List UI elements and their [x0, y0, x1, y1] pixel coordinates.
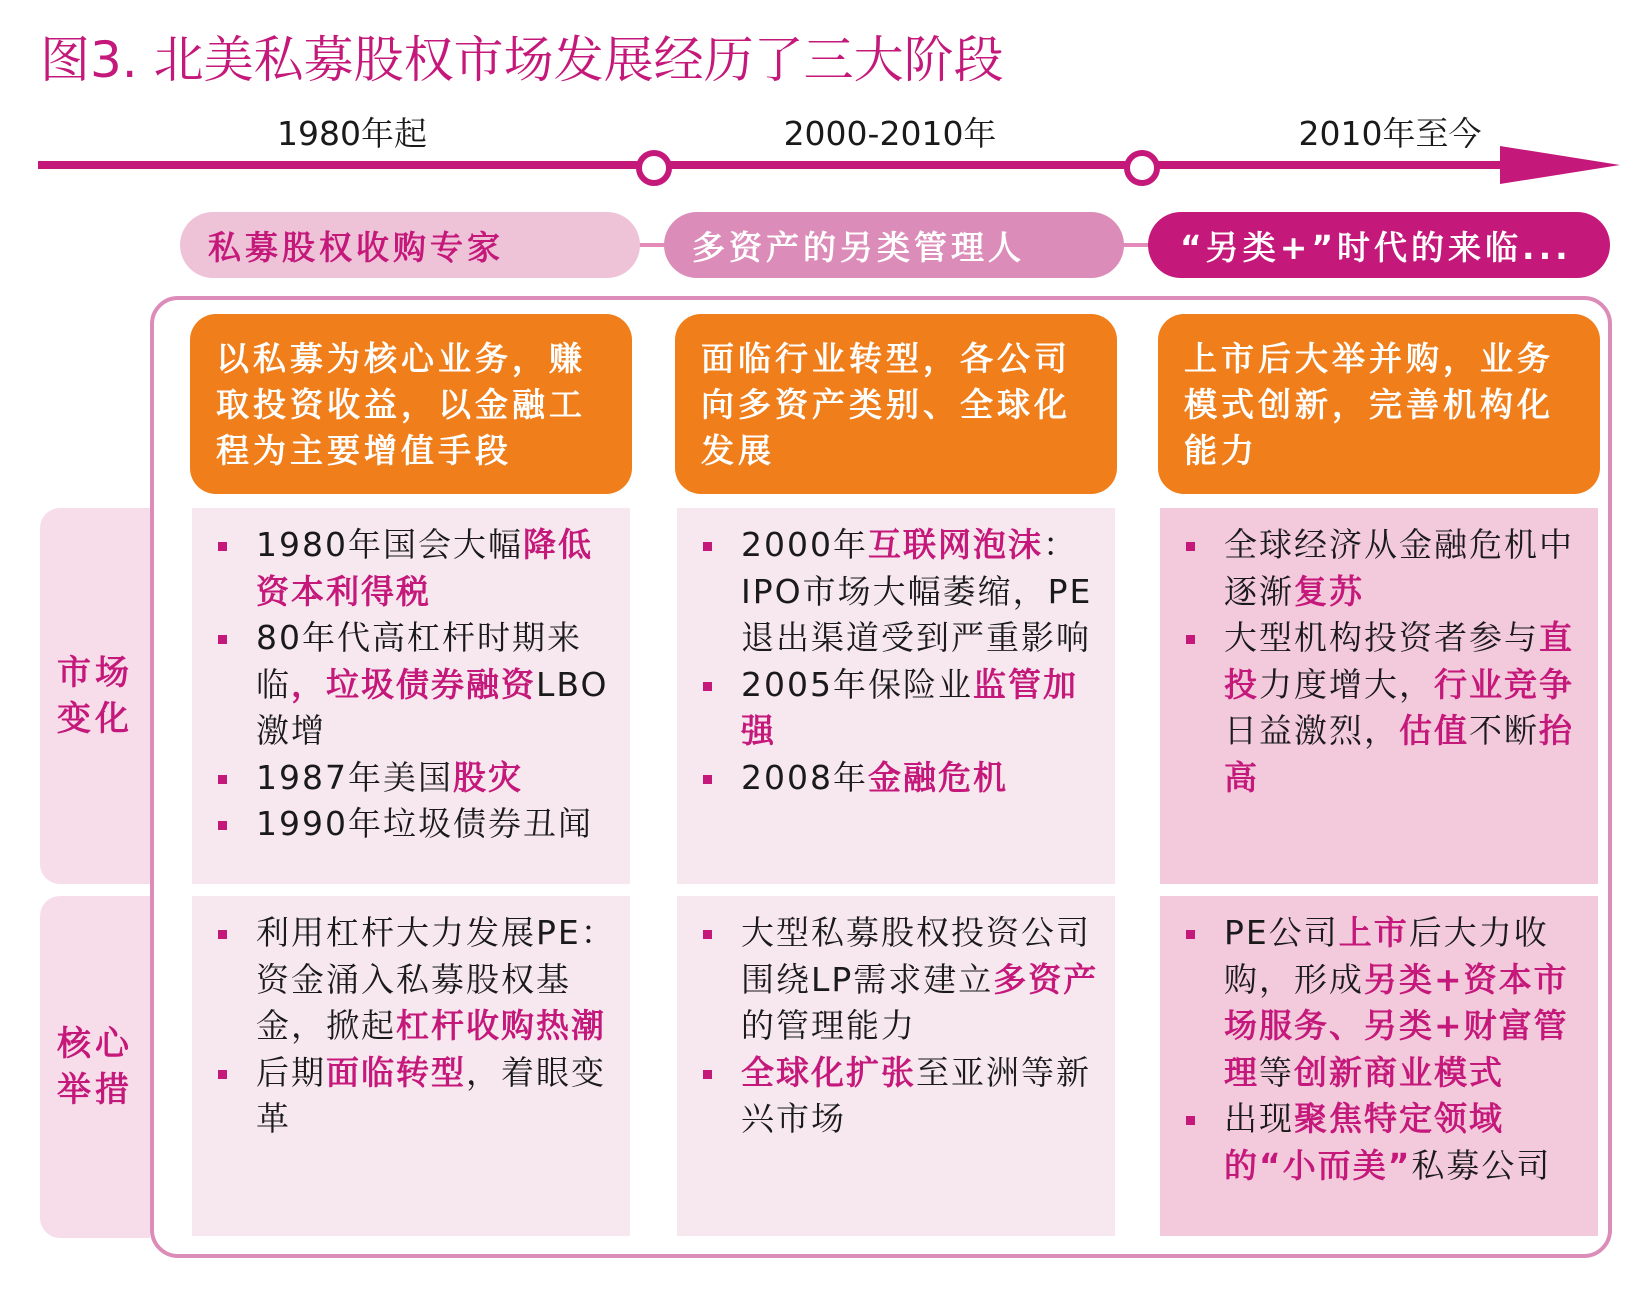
highlight-text: 全球化扩张	[741, 1052, 916, 1092]
bullet-text: 的管理能力	[741, 1006, 916, 1045]
era-label-2: 2000-2010年	[783, 114, 997, 153]
bullet-text: 日益激烈，	[1224, 711, 1399, 750]
highlight-text: 直投	[1224, 618, 1574, 704]
bullet-list	[1186, 910, 1584, 1189]
bullet-text: 至亚洲等新兴市场	[741, 1052, 1091, 1138]
bullet-list	[218, 522, 616, 848]
bullet-text: 1990年垃圾债券丑闻	[256, 804, 593, 843]
bullet-item	[703, 1050, 1101, 1143]
bullet-text: 私募公司	[1411, 1145, 1552, 1185]
core-cell-2	[677, 896, 1115, 1236]
row-label-market	[40, 508, 150, 884]
bullet-text: LBO激增	[256, 664, 609, 750]
bullet-item	[1186, 1096, 1584, 1189]
timeline-arrow	[0, 0, 1646, 200]
bullet-text: ：IPO市场大幅萎缩，PE退出渠道受到严重影响	[741, 525, 1093, 657]
timeline-node-1	[639, 153, 669, 183]
bullet-text: ，着眼变革	[256, 1052, 606, 1138]
highlight-text: 估值	[1399, 711, 1469, 750]
bullet-text: 后期	[256, 1052, 326, 1092]
bullet-text: 后大力收购，形成	[1224, 913, 1549, 999]
bullet-text: 大型机构投资者参与	[1224, 618, 1539, 657]
row-label-market-text: 市场变化	[57, 653, 133, 739]
headline-box-2: 面临行业转型，各公司向多资产类别、全球化发展	[675, 314, 1117, 494]
era-label-3: 2010年至今	[1298, 114, 1482, 153]
highlight-text: 监管加强	[741, 664, 1078, 750]
bullet-text: PE公司	[1224, 913, 1339, 952]
bullet-list	[703, 522, 1101, 801]
bullet-item	[218, 615, 616, 755]
phase-pill-2: 多资产的另类管理人	[664, 212, 1124, 278]
bullet-item	[218, 522, 616, 615]
timeline-line	[38, 161, 1510, 169]
highlight-text: 金融危机	[867, 757, 1008, 797]
phase-pill-1: 私募股权收购专家	[180, 212, 640, 278]
market-cell-2	[677, 508, 1115, 884]
highlight-text: 上市	[1338, 913, 1409, 952]
row-label-core	[40, 896, 150, 1238]
headline-box-1: 以私募为核心业务，赚取投资收益，以金融工程为主要增值手段	[190, 314, 632, 494]
highlight-text: 创新商业模式	[1294, 1052, 1504, 1092]
bullet-item	[218, 910, 616, 1050]
page-title: 图3. 北美私募股权市场发展经历了三大阶段	[40, 31, 1004, 89]
bullet-text: 等	[1259, 1052, 1294, 1092]
market-cell-1	[192, 508, 630, 884]
bullet-item	[1186, 615, 1584, 801]
highlight-text: 股灾	[452, 757, 523, 797]
bullet-text: 出现	[1224, 1099, 1294, 1138]
bullet-item	[703, 910, 1101, 1050]
highlight-text: 另类+资本市场服务、另类+财富管理	[1224, 959, 1569, 1092]
highlight-text: 杠杆收购热潮	[396, 1006, 606, 1045]
bullet-item	[703, 662, 1101, 755]
bullet-text: 力度增大，	[1259, 664, 1434, 704]
bullet-list	[1186, 522, 1584, 801]
phase-pill-3: “另类+”时代的来临...	[1148, 212, 1610, 278]
core-cell-1	[192, 896, 630, 1236]
bullet-text: 2008年	[741, 757, 868, 797]
bullet-text: 2000年	[741, 525, 868, 564]
market-cell-3	[1160, 508, 1598, 884]
bullet-item	[218, 755, 616, 802]
bullet-text: 利用杠杆大力发展PE：资金涌入私募股权基金，掀起	[256, 913, 616, 1045]
bullet-item	[218, 1050, 616, 1143]
bullet-text: 80年代高杠杆时期来临	[256, 618, 582, 704]
bullet-item	[1186, 522, 1584, 615]
bullet-text: 不断	[1469, 711, 1539, 750]
core-cell-3	[1160, 896, 1598, 1236]
highlight-text: 面临转型	[326, 1052, 466, 1092]
bullet-list	[703, 910, 1101, 1143]
bullet-item	[703, 522, 1101, 662]
bullet-item	[1186, 910, 1584, 1096]
bullet-list	[218, 910, 616, 1143]
row-label-core-text: 核心举措	[57, 1024, 133, 1110]
highlight-text: 抬高	[1224, 711, 1574, 797]
highlight-text: 聚焦特定领域的“小而美”	[1224, 1099, 1504, 1185]
headline-box-3: 上市后大举并购，业务模式创新，完善机构化能力	[1158, 314, 1600, 494]
highlight-text: 互联网泡沫	[867, 525, 1043, 564]
highlight-text: ，垃圾债券融资	[291, 664, 536, 704]
bullet-text: 大型私募股权投资公司围绕LP需求建立	[741, 913, 1091, 999]
era-label-1: 1980年起	[277, 114, 427, 153]
bullet-text: 1980年国会大幅	[256, 525, 523, 564]
highlight-text: 行业竞争	[1434, 664, 1574, 704]
bullet-text: 全球经济从金融危机中逐渐	[1224, 525, 1574, 611]
bullet-item	[703, 755, 1101, 802]
bullet-item	[218, 801, 616, 848]
highlight-text: 多资产	[993, 959, 1099, 999]
timeline-node-2	[1127, 153, 1157, 183]
bullet-text: 1987年美国	[256, 757, 453, 797]
highlight-text: 复苏	[1294, 571, 1364, 611]
highlight-text: 降低资本利得税	[256, 525, 593, 611]
bullet-text: 2005年保险业	[741, 664, 973, 704]
